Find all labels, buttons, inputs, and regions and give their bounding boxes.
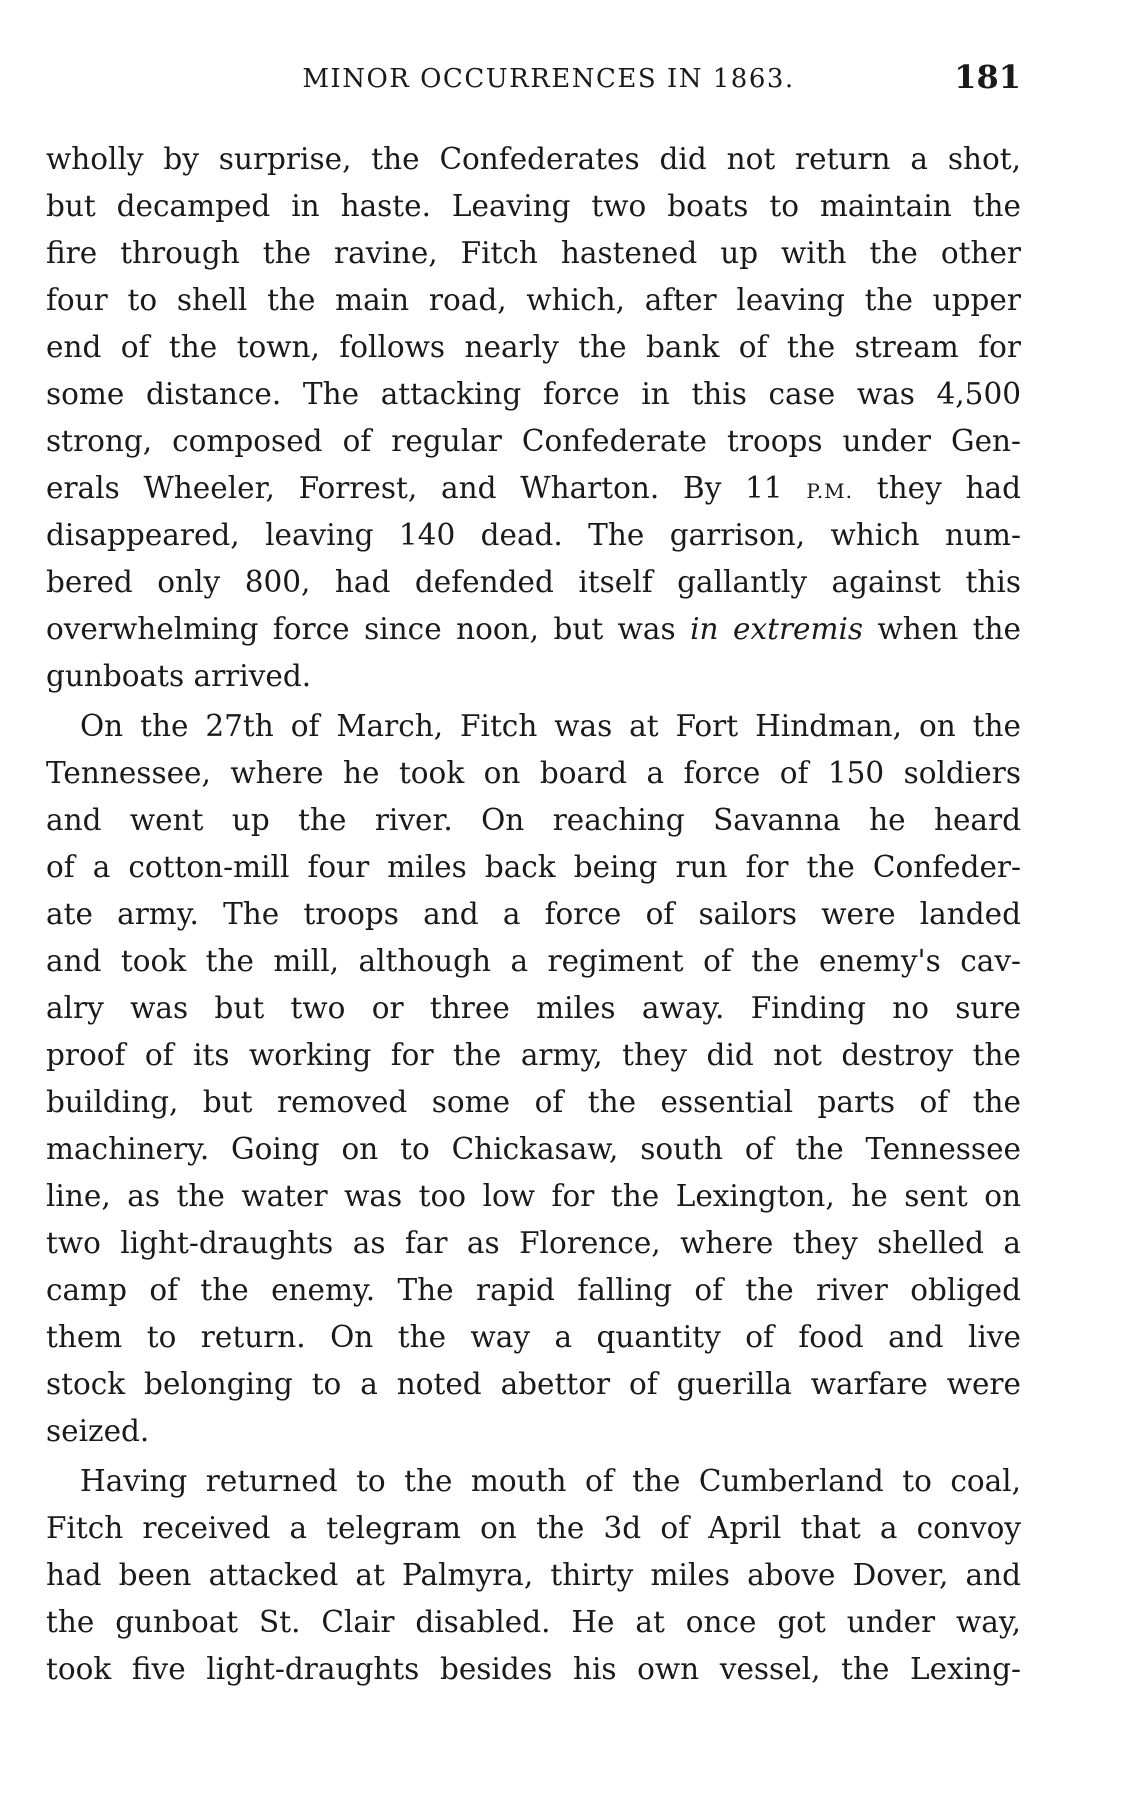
text-line: alry was but two or three miles away. Finding no sure — [46, 991, 1021, 1025]
time-abbreviation: P.M. — [806, 479, 854, 503]
text-line: Tennessee, where he took on board a force of 150 soldiers — [46, 756, 1021, 790]
text-line: of a cotton-mill four miles back being run for the Confeder- — [46, 850, 1021, 884]
text-line: and went up the river. On reaching Savanna he heard — [46, 803, 1021, 837]
text-line: building, but removed some of the essential parts of the — [46, 1085, 1021, 1119]
page-header — [46, 58, 1021, 110]
text-line: gunboats arrived. — [46, 659, 312, 693]
text-line: stock belonging to a noted abettor of guerilla warfare were — [46, 1367, 1021, 1401]
text-line: strong, composed of regular Confederate troops under Gen- — [46, 424, 1021, 458]
text-segment: erals Wheeler, Forrest, and Wharton. By 11 — [46, 471, 807, 505]
paragraph-2 — [46, 703, 1021, 1455]
text-line: end of the town, follows nearly the bank of the stream for — [46, 330, 1021, 364]
text-line: some distance. The attacking force in this case was 4,500 — [46, 377, 1021, 411]
text-line: disappeared, leaving 140 dead. The garrison, which num- — [46, 518, 1021, 552]
italic-phrase: in extremis — [690, 612, 864, 646]
body-text — [46, 136, 1021, 1693]
text-line: wholly by surprise, the Confederates did not return a shot, — [46, 142, 1021, 176]
text-line: them to return. On the way a quantity of food and live — [46, 1320, 1021, 1354]
text-line: seized. — [46, 1414, 150, 1448]
text-line: ate army. The troops and a force of sailors were landed — [46, 897, 1021, 931]
text-line: had been attacked at Palmyra, thirty miles above Dover, and — [46, 1558, 1021, 1592]
text-line: bered only 800, had defended itself gallantly against this — [46, 565, 1021, 599]
text-line: two light-draughts as far as Florence, where they shelled a — [46, 1226, 1021, 1260]
text-line: and took the mill, although a regiment of the enemy's cav- — [46, 944, 1021, 978]
text-line: four to shell the main road, which, after leaving the upper — [46, 283, 1021, 317]
text-segment: when the — [863, 612, 1021, 646]
text-line: machinery. Going on to Chickasaw, south of the Tennessee — [46, 1132, 1021, 1166]
text-line: line, as the water was too low for the Lexington, he sent on — [46, 1179, 1021, 1213]
text-line: On the 27th of March, Fitch was at Fort Hindman, on the — [80, 709, 1021, 743]
page-number: 181 — [954, 58, 1021, 96]
text-line: Having returned to the mouth of the Cumberland to coal, — [80, 1464, 1021, 1498]
text-line: camp of the enemy. The rapid falling of the river obliged — [46, 1273, 1021, 1307]
text-line — [46, 606, 1021, 653]
running-head: MINOR OCCURRENCES IN 1863. — [302, 64, 795, 94]
text-segment: overwhelming force since noon, but was — [46, 612, 691, 646]
text-line: Fitch received a telegram on the 3d of April that a convoy — [46, 1511, 1021, 1545]
text-segment: they had — [853, 471, 1021, 505]
text-line: fire through the ravine, Fitch hastened up with the other — [46, 236, 1021, 270]
paragraph-1 — [46, 136, 1021, 700]
text-line: the gunboat St. Clair disabled. He at once got under way, — [46, 1605, 1021, 1639]
text-line: took five light-draughts besides his own vessel, the Lexing- — [46, 1652, 1021, 1686]
paragraph-3 — [46, 1458, 1021, 1693]
text-line — [46, 465, 1021, 512]
text-line: but decamped in haste. Leaving two boats to maintain the — [46, 189, 1021, 223]
text-line: proof of its working for the army, they did not destroy the — [46, 1038, 1021, 1072]
